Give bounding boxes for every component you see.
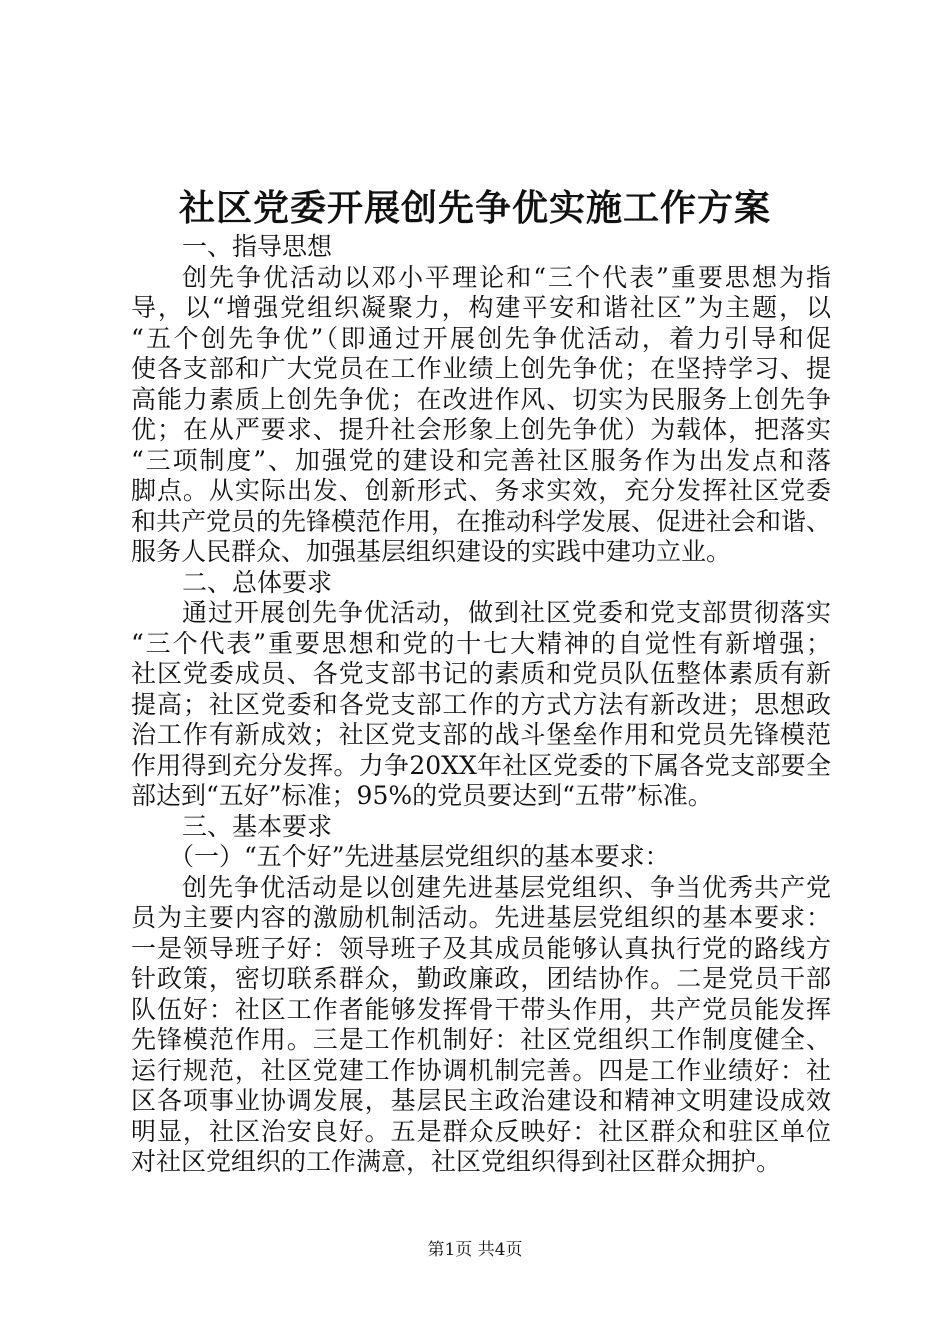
body-text-line: 优；在从严要求、提升社会形象上创先争优）为载体，把落实 xyxy=(131,415,831,444)
body-text-line: 和共产党员的先锋模范作用，在推动科学发展、促进社会和谐、 xyxy=(131,506,832,536)
section-heading: 一、指导思想 xyxy=(182,232,333,261)
subsection-heading: （一）“五个好”先进基层党组织的基本要求： xyxy=(169,842,670,871)
body-text-line: 社区党委成员、各党支部书记的素质和党员队伍整体素质有新 xyxy=(131,659,831,688)
body-text-line: “五个创先争优”（即通过开展创先争优活动，着力引导和促 xyxy=(131,323,831,353)
body-text-line: 高能力素质上创先争优；在改进作风、切实为民服务上创先争 xyxy=(131,384,831,414)
document-title: 社区党委开展创先争优实施工作方案 xyxy=(178,187,771,229)
body-text-line: 通过开展创先争优活动，做到社区党委和党支部贯彻落实 xyxy=(182,598,831,627)
body-text-line: 使各支部和广大党员在工作业绩上创先争优；在坚持学习、提 xyxy=(131,354,831,383)
document-body xyxy=(131,232,831,1178)
body-text-line: 创先争优活动以邓小平理论和“三个代表”重要思想为指 xyxy=(182,262,831,292)
body-text-line: “三个代表”重要思想和党的十七大精神的自觉性有新增强； xyxy=(131,628,831,658)
body-text-line: “三项制度”、加强党的建设和完善社区服务作为出发点和落 xyxy=(131,445,831,475)
body-text-line: 脚点。从实际出发、创新形式、务求实效，充分发挥社区党委 xyxy=(131,476,831,505)
body-text-line: 服务人民群众、加强基层组织建设的实践中建功立业。 xyxy=(131,537,732,566)
body-text-line: 明显，社区治安良好。五是群众反映好：社区群众和驻区单位 xyxy=(131,1116,831,1146)
body-text-line: 针政策，密切联系群众，勤政廉政，团结协作。二是党员干部 xyxy=(131,964,831,993)
body-text-line: 提高；社区党委和各党支部工作的方式方法有新改进；思想政 xyxy=(131,689,831,719)
body-text-line: 员为主要内容的激励机制活动。先进基层党组织的基本要求： xyxy=(131,903,831,932)
section-heading: 三、基本要求 xyxy=(182,811,333,841)
body-text-line: 一是领导班子好：领导班子及其成员能够认真执行党的路线方 xyxy=(131,933,831,963)
body-text-line: 对社区党组织的工作满意，社区党组织得到社区群众拥护。 xyxy=(131,1147,782,1176)
body-text-line: 作用得到充分发挥。力争20XX年社区党委的下属各党支部要全 xyxy=(131,750,831,780)
section-heading: 二、总体要求 xyxy=(182,567,333,597)
body-text-line: 部达到“五好”标准；95%的党员要达到“五带”标准。 xyxy=(131,781,713,810)
body-text-line: 队伍好：社区工作者能够发挥骨干带头作用，共产党员能发挥 xyxy=(131,994,831,1024)
body-text-line: 导，以“增强党组织凝聚力，构建平安和谐社区”为主题，以 xyxy=(131,293,831,322)
body-text-line: 运行规范，社区党建工作协调机制完善。四是工作业绩好：社 xyxy=(131,1055,831,1085)
page-footer: 第1页 共4页 xyxy=(427,1240,523,1260)
body-text-line: 区各项事业协调发展，基层民主政治建设和精神文明建设成效 xyxy=(131,1086,831,1115)
body-text-line: 创先争优活动是以创建先进基层党组织、争当优秀共产党 xyxy=(182,872,831,902)
body-text-line: 先锋模范作用。三是工作机制好：社区党组织工作制度健全、 xyxy=(131,1025,831,1054)
body-text-line: 治工作有新成效；社区党支部的战斗堡垒作用和党员先锋模范 xyxy=(131,720,831,749)
